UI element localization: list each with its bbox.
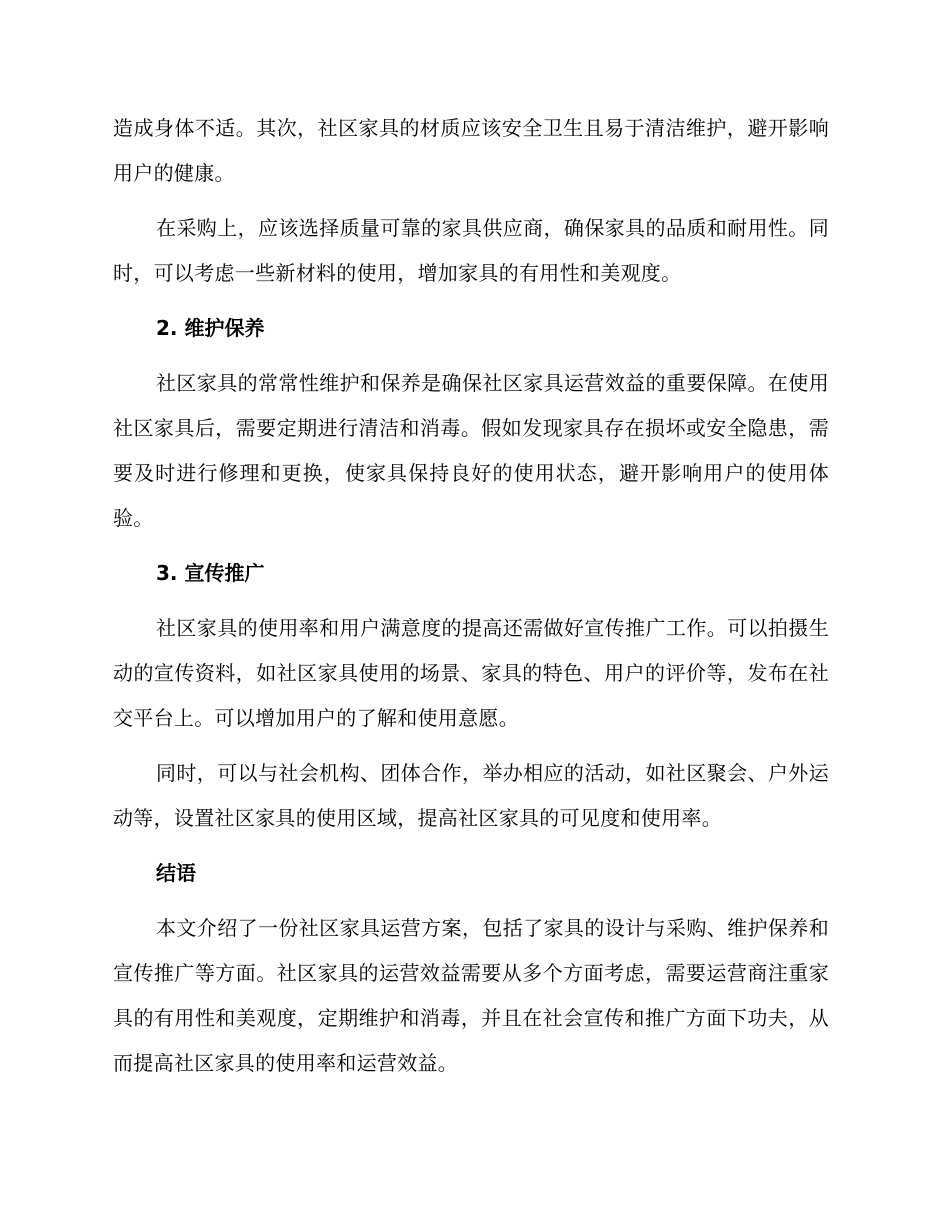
paragraph-gap <box>113 741 829 751</box>
paragraph-gap <box>113 296 829 306</box>
paragraph-maintenance: 社区家具的常常性维护和保养是确保社区家具运营效益的重要保障。在使用社区家具后，需要定期进行清洁和消毒。假如发现家具存在损坏或安全隐患，需要及时进行修理和更换，使家具保持良好的使用状态，避开影响用户的使用体验。 <box>113 371 829 530</box>
paragraph-gap <box>113 541 829 551</box>
paragraph-gap <box>113 841 829 851</box>
section-heading-maintenance: 2. 维护保养 <box>156 316 265 340</box>
paragraph-procurement: 在采购上，应该选择质量可靠的家具供应商，确保家具的品质和耐用性。同时，可以考虑一些新材料的使用，增加家具的有用性和美观度。 <box>113 216 829 285</box>
paragraph-gap <box>113 351 829 361</box>
paragraph-promotion: 社区家具的使用率和用户满意度的提高还需做好宣传推广工作。可以拍摄生动的宣传资料，如社区家具使用的场景、家具的特色、用户的评价等，发布在社交平台上。可以增加用户的了解和使用意愿。 <box>113 616 829 730</box>
paragraph-continued: 造成身体不适。其次，社区家具的材质应该安全卫生且易于清洁维护，避开影响用户的健康。 <box>113 116 829 185</box>
paragraph-conclusion: 本文介绍了一份社区家具运营方案，包括了家具的设计与采购、维护保养和宣传推广等方面。社区家具的运营效益需要从多个方面考虑，需要运营商注重家具的有用性和美观度，定期维护和消毒，并且在社会宣传和推广方面下功夫，从而提高社区家具的使用率和运营效益。 <box>113 916 829 1075</box>
paragraph-gap <box>113 596 829 606</box>
section-heading-conclusion: 结语 <box>156 861 196 885</box>
paragraph-gap <box>113 196 829 206</box>
paragraph-cooperation: 同时，可以与社会机构、团体合作，举办相应的活动，如社区聚会、户外运动等，设置社区家具的使用区域，提高社区家具的可见度和使用率。 <box>113 761 829 830</box>
section-heading-promotion: 3. 宣传推广 <box>156 561 265 585</box>
document-page <box>113 106 829 1086</box>
paragraph-gap <box>113 896 829 906</box>
